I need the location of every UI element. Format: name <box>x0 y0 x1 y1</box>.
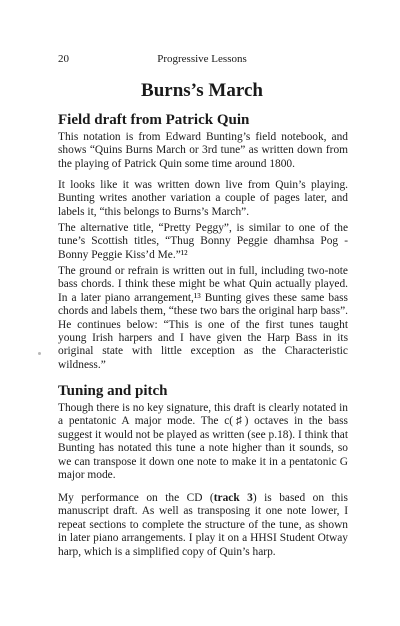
paragraph-written-live: It looks like it was written down live from Quin’s playing. Bunting writes another variation a couple of pages later, and labels it, “this belongs to Burns’s March”. <box>58 179 348 218</box>
track-reference: track 3 <box>213 492 253 504</box>
paragraph-key-signature: Though there is no key signature, this draft is clearly notated in a pentatonic A major mode. The c(♯) octaves in the bass suggest it would not be played as written (see p.18). I think that Bunting has notated this tune a note higher than it sounds, so we can transpose it down one note to make it in a pentatonic G major mode. <box>58 402 348 482</box>
paragraph-field-notebook: This notation is from Edward Bunting’s field notebook, and shows “Quins Burns March or 3rd tune” as written down from the playing of Patrick Quin some time around 1800. <box>58 131 348 170</box>
chapter-title: Burns’s March <box>141 80 263 101</box>
paragraph-alternative-title: The alternative title, “Pretty Peggy”, is similar to one of the tune’s Scottish titles, “Thug Bonny Peggie dhamhsa Pog - Bonny Peggie Kiss’d Me.”¹² <box>58 222 348 261</box>
paragraph-ground-refrain: The ground or refrain is written out in full, including two-note bass chords. I think these might be what Quin actually played. In a later piano arrangement,¹³ Bunting gives these same bass chords and labels them, “these two bars the original harp bass”. He continues below: “This is one of the first tunes taught young Irish harpers and I have given the Harp Bass in its original state with little exception as the Characteristic wildness.” <box>58 265 348 371</box>
page-number: 20 <box>58 53 69 65</box>
section-heading-field-draft: Field draft from Patrick Quin <box>58 112 250 128</box>
paragraph-cd-performance: My performance on the CD (track 3) is based on this manuscript draft. As well as transposing it one note lower, I repeat sections to complete the structure of the tune, as shown in later piano arrangements. I play it on a HHSI Student Otway harp, which is a simplified copy of Quin’s harp. <box>58 492 348 558</box>
section-heading-tuning: Tuning and pitch <box>58 383 168 399</box>
page-speck <box>38 352 41 355</box>
running-title: Progressive Lessons <box>157 53 247 65</box>
